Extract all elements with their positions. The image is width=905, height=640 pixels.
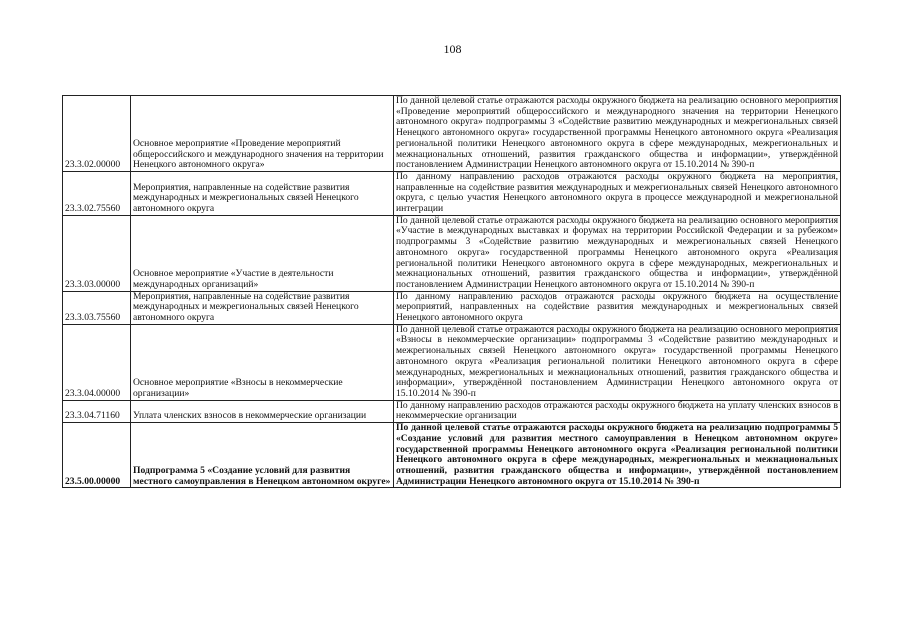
- row-name: Основное мероприятие «Проведение мероприятий общероссийского и международного значения на территории Ненецкого автономного округа»: [131, 96, 394, 172]
- row-code: 23.3.02.00000: [63, 96, 131, 172]
- row-description: По данной целевой статье отражаются расходы окружного бюджета на реализацию подпрограммы 5 «Создание условий для развития местного самоуправления в Ненецком автономном округе» государственной программы Ненецкого автономного округа «Реализация региональной политики Ненецкого автономного округа в сфере международных, межрегиональных и межнациональных отношений, развития гражданского общества и информации», утверждённой постановлением Администрации Ненецкого автономного округа от 15.10.2014 № 390-п: [394, 423, 841, 488]
- table-row: [63, 171, 841, 215]
- row-code: 23.5.00.00000: [63, 423, 131, 488]
- table-row: [63, 215, 841, 291]
- table-row: [63, 96, 841, 172]
- row-name: Подпрограмма 5 «Создание условий для развития местного самоуправления в Ненецком автономном округе»: [131, 423, 394, 488]
- row-description: По данному направлению расходов отражаются расходы окружного бюджета на мероприятия, направленные на содействие развития международных и межрегиональных связей Ненецкого автономного округа, с целью участия Ненецкого автономного округа в процессе международной и межрегиональной интеграции: [394, 171, 841, 215]
- row-description: По данной целевой статье отражаются расходы окружного бюджета на реализацию основного мероприятия «Участие в международных выставках и форумах на территории Российской Федерации и за рубежом» подпрограммы 3 «Содействие развитию международных и межрегиональных связей Ненецкого автономного округа» государственной программы Ненецкого автономного округа «Реализация региональной политики Ненецкого автономного округа в сфере международных, межрегиональных и межнациональных отношений, развития гражданского общества и информации», утверждённой постановлением Администрации Ненецкого автономного округа от 15.10.2014 № 390-п: [394, 215, 841, 291]
- row-code: 23.3.04.00000: [63, 324, 131, 400]
- row-code: 23.3.03.00000: [63, 215, 131, 291]
- table-row: [63, 291, 841, 324]
- budget-classification-table: [62, 95, 841, 488]
- row-description: По данному направлению расходов отражаются расходы окружного бюджета на уплату членских взносов в некоммерческие организации: [394, 400, 841, 422]
- table-row: [63, 400, 841, 422]
- row-description: По данному направлению расходов отражаются расходы окружного бюджета на осуществление мероприятий, направленных на содействие развития международных и межрегиональных связей Ненецкого автономного округа: [394, 291, 841, 324]
- row-code: 23.3.03.75560: [63, 291, 131, 324]
- row-name: Мероприятия, направленные на содействие развития международных и межрегиональных связей Ненецкого автономного округа: [131, 291, 394, 324]
- table-row-subprogram: [63, 423, 841, 488]
- row-description: По данной целевой статье отражаются расходы окружного бюджета на реализацию основного мероприятия «Взносы в некоммерческие организации» подпрограммы 3 «Содействие развитию международных и межрегиональных связей Ненецкого автономного округа» государственной программы Ненецкого автономного округа «Реализация региональной политики Ненецкого автономного округа в сфере международных, межрегиональных и межнациональных отношений, развития гражданского общества и информации», утверждённой постановлением Администрации Ненецкого автономного округа от 15.10.2014 № 390-п: [394, 324, 841, 400]
- row-code: 23.3.04.71160: [63, 400, 131, 422]
- table-row: [63, 324, 841, 400]
- row-name: Основное мероприятие «Взносы в некоммерческие организации»: [131, 324, 394, 400]
- row-name: Мероприятия, направленные на содействие развития международных и межрегиональных связей Ненецкого автономного округа: [131, 171, 394, 215]
- row-name: Основное мероприятие «Участие в деятельности международных организаций»: [131, 215, 394, 291]
- row-code: 23.3.02.75560: [63, 171, 131, 215]
- row-name: Уплата членских взносов в некоммерческие организации: [131, 400, 394, 422]
- page-number: 108: [443, 42, 462, 56]
- row-description: По данной целевой статье отражаются расходы окружного бюджета на реализацию основного мероприятия «Проведение мероприятий общероссийского и международного значения на территории Ненецкого автономного округа» подпрограммы 3 «Содействие развитию международных и межрегиональных связей Ненецкого автономного округа» государственной программы Ненецкого автономного округа «Реализация региональной политики Ненецкого автономного округа в сфере международных, межрегиональных и межнациональных отношений, развития гражданского общества и информации», утверждённой постановлением Администрации Ненецкого автономного округа от 15.10.2014 № 390-п: [394, 96, 841, 172]
